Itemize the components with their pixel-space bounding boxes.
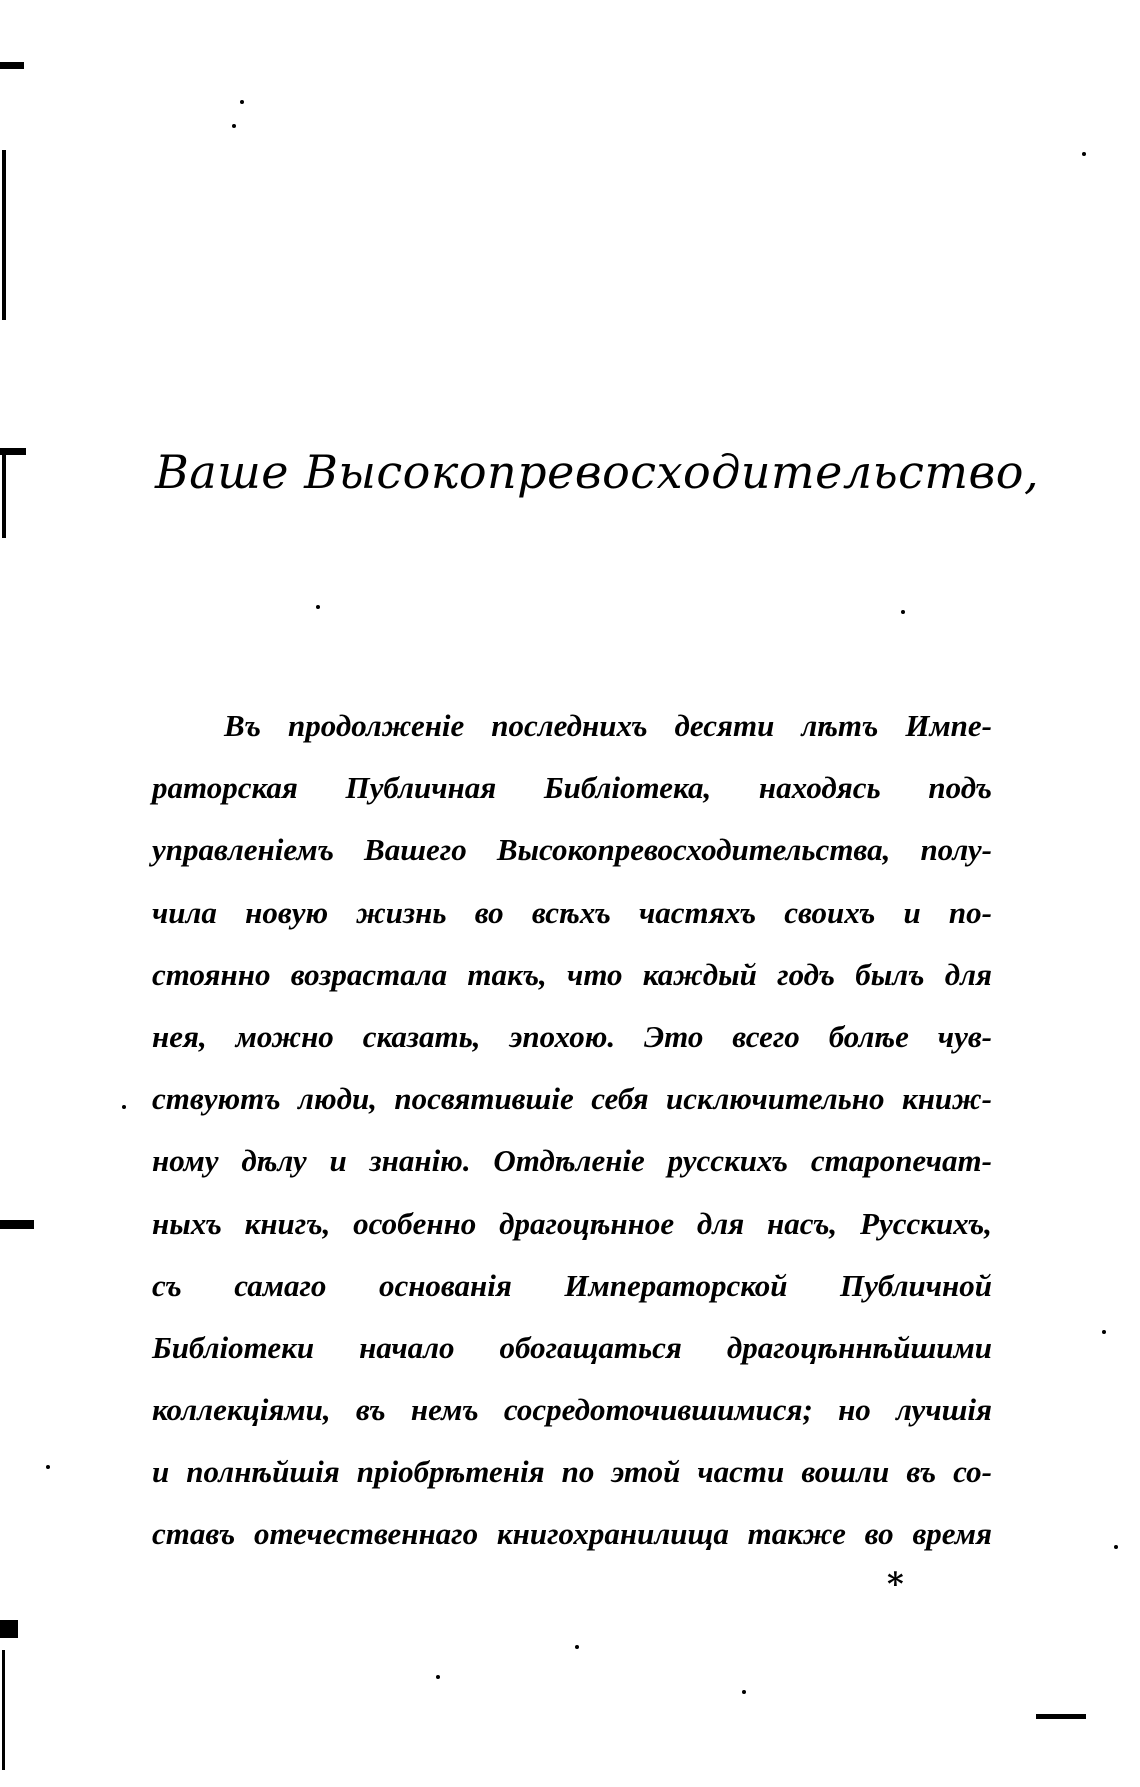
scan-edge-mark xyxy=(0,62,24,69)
scan-edge-mark xyxy=(2,1650,5,1770)
text-line: стоянно возрастала такъ, что каждый годъ былъ для xyxy=(152,956,992,992)
text-line: съ самаго основанія Императорской Публичной xyxy=(152,1267,992,1303)
text-line: Библіотеки начало обогащаться драгоцѣннѣйшими xyxy=(152,1329,992,1365)
scan-speck xyxy=(232,124,236,128)
text-line: ному дѣлу и знанію. Отдѣленіе русскихъ старопечат- xyxy=(152,1143,992,1179)
scan-speck xyxy=(1082,152,1086,156)
scan-speck xyxy=(1102,1330,1106,1334)
text-line: ставъ отечественнаго книгохранилища также во время xyxy=(152,1516,992,1552)
text-line: ствуютъ люди, посвятившіе себя исключительно книж- xyxy=(152,1081,992,1117)
text-line: ныхъ книгъ, особенно драгоцѣнное для насъ, Русскихъ, xyxy=(152,1205,992,1241)
scan-speck xyxy=(742,1690,746,1694)
signature-mark: * xyxy=(887,1565,904,1603)
scan-edge-mark xyxy=(2,448,6,538)
text-line: чила новую жизнь во всѣхъ частяхъ своихъ и по- xyxy=(152,894,992,930)
scan-edge-mark xyxy=(0,1620,18,1638)
scan-speck xyxy=(316,605,320,609)
scan-speck xyxy=(240,100,244,104)
scan-speck xyxy=(575,1645,579,1649)
body-paragraph xyxy=(152,695,992,1566)
text-line: Въ продолженіе последнихъ десяти лѣтъ Импе- xyxy=(224,708,992,743)
text-line: управленіемъ Вашего Высокопревосходительства, полу- xyxy=(152,832,992,868)
text-line: коллекціями, въ немъ сосредоточившимися; но лучшія xyxy=(152,1392,992,1428)
scan-speck xyxy=(1114,1545,1118,1549)
scan-speck xyxy=(436,1675,440,1679)
scan-speck xyxy=(122,1105,126,1109)
scan-speck xyxy=(901,610,905,614)
text-line: раторская Публичная Библіотека, находясь подъ xyxy=(152,770,992,806)
scan-edge-mark xyxy=(0,1220,34,1229)
salutation-heading: Ваше Высокопревосходительство, xyxy=(155,445,1040,499)
scan-edge-mark xyxy=(1036,1714,1086,1719)
text-line: нея, можно сказать, эпохою. Это всего болѣе чув- xyxy=(152,1018,992,1054)
text-line: и полнѣйшія пріобрѣтенія по этой части вошли въ со- xyxy=(152,1454,992,1490)
scan-speck xyxy=(46,1465,50,1469)
scan-edge-mark xyxy=(2,150,6,320)
